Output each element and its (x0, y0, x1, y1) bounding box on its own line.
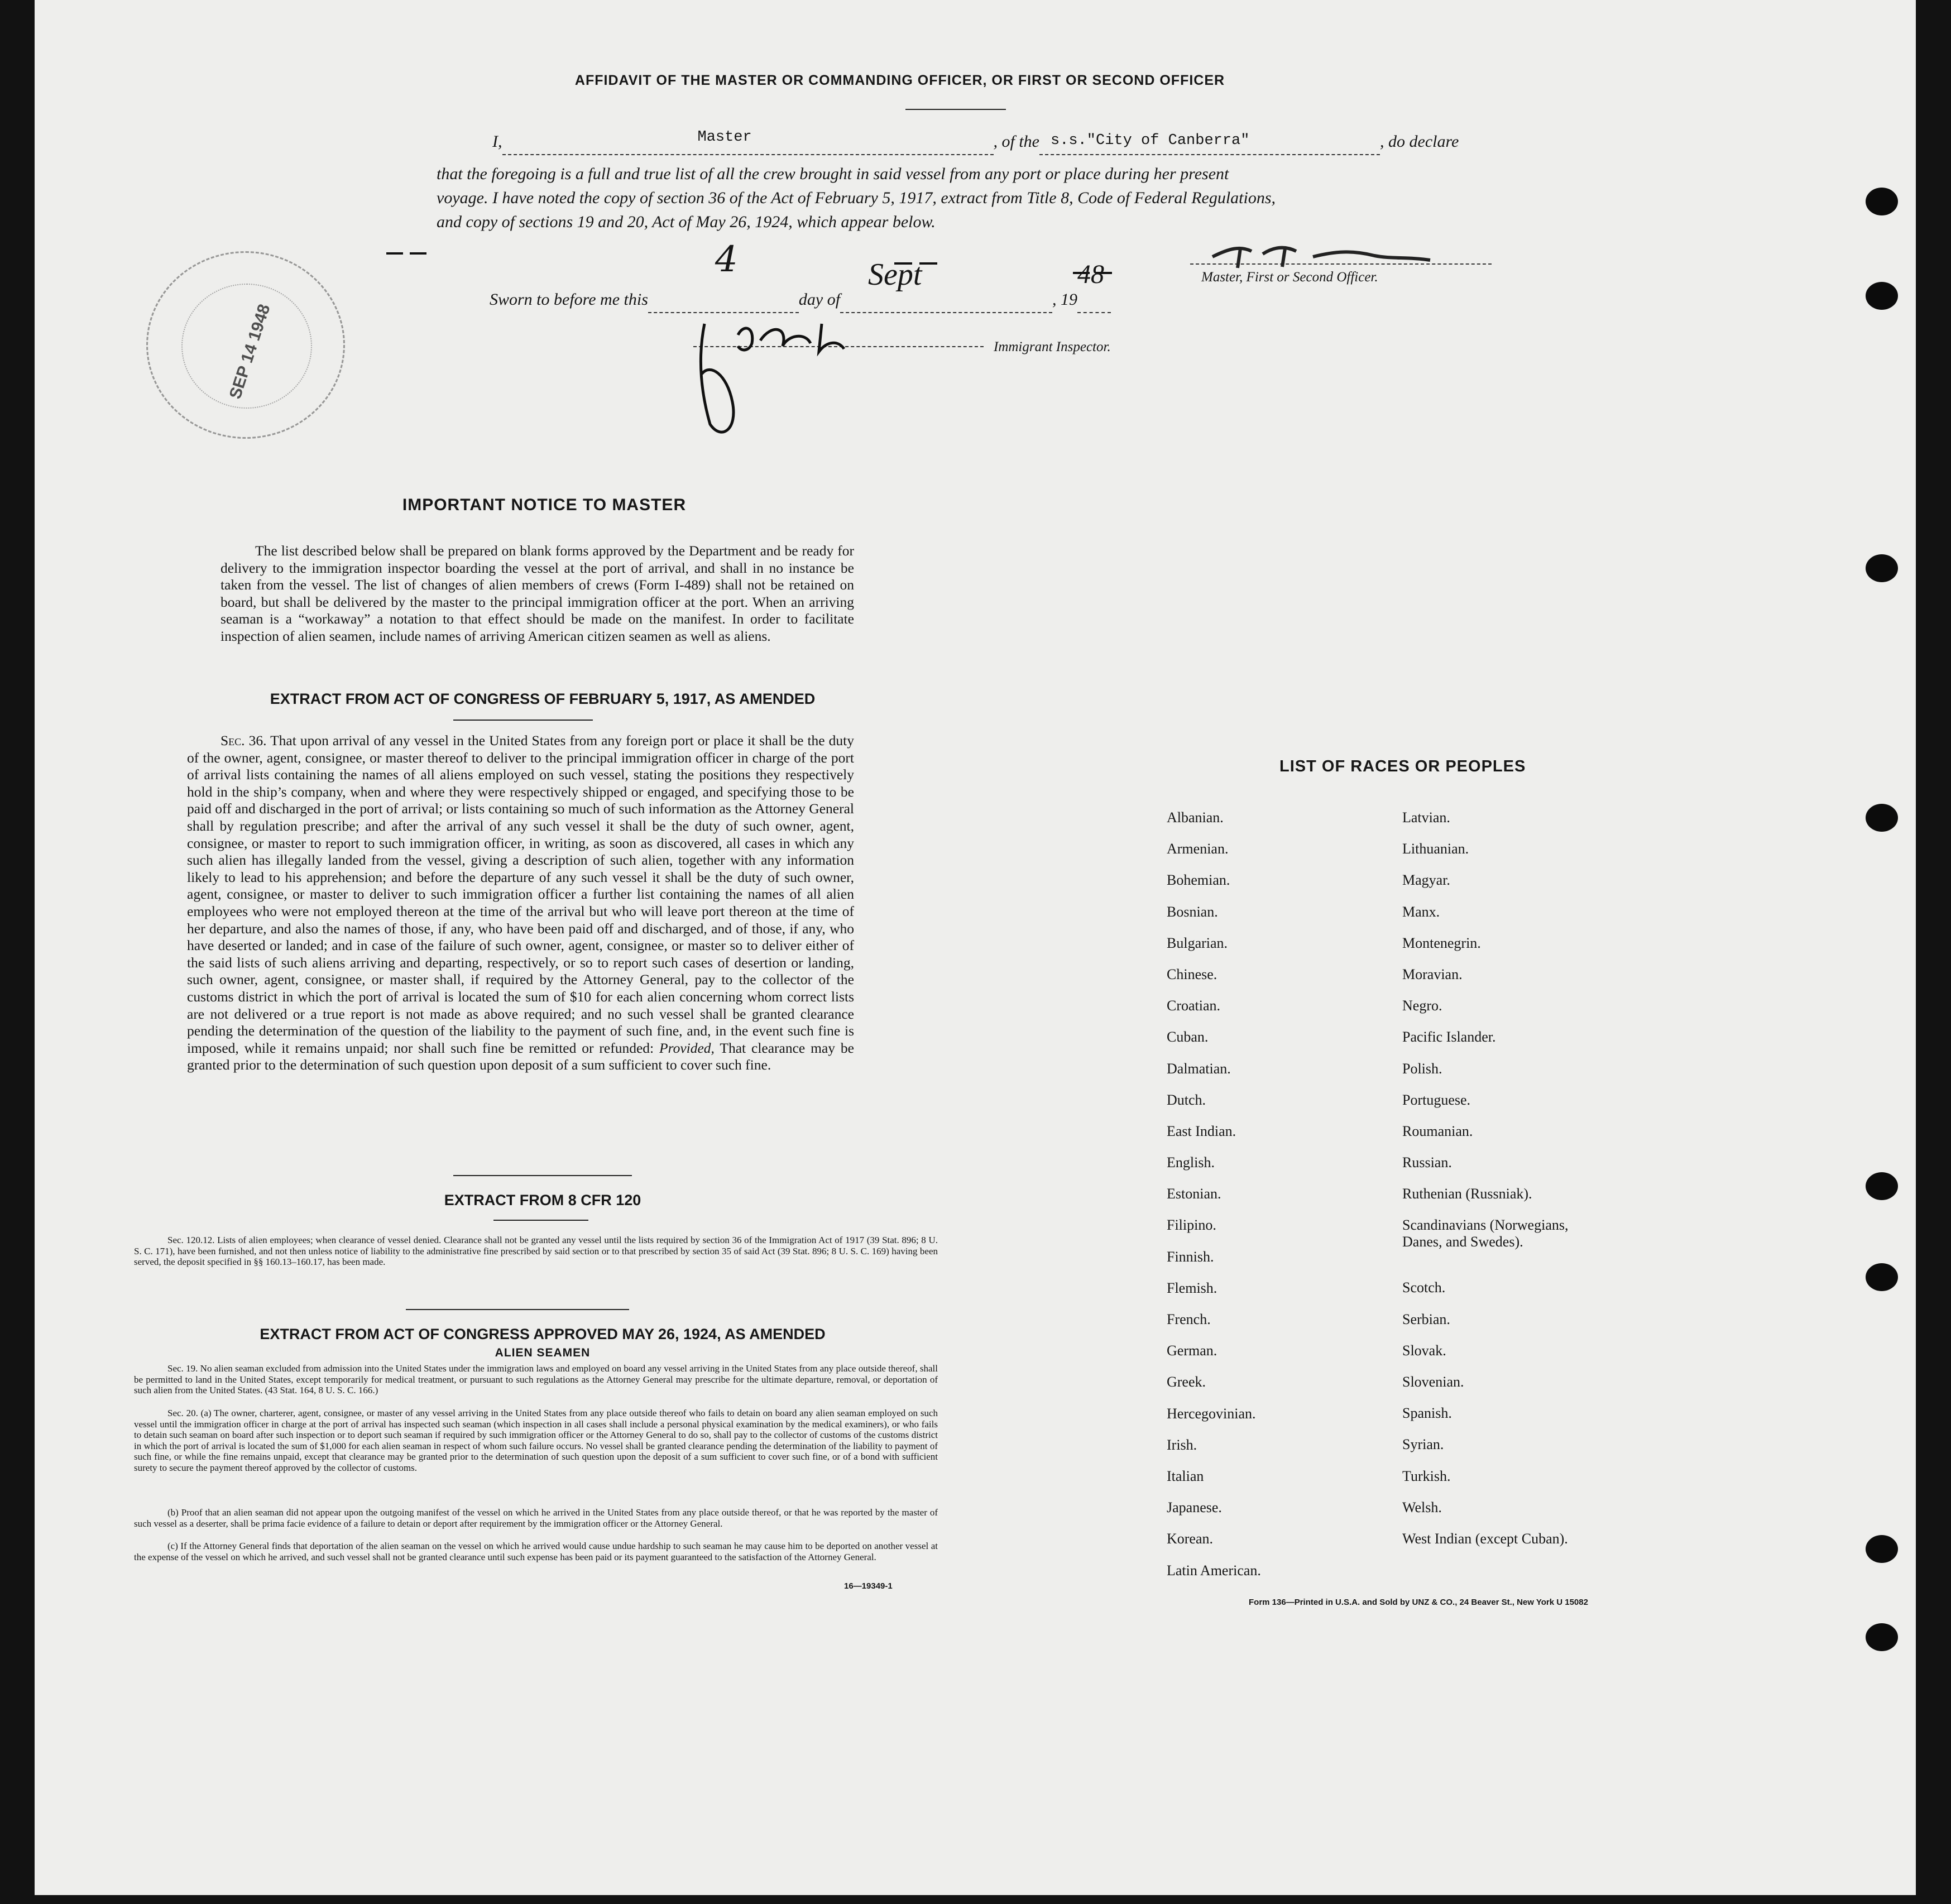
race-item: Bohemian. (1167, 872, 1230, 889)
race-item: Pacific Islander. (1402, 1029, 1496, 1045)
stamp-date-text: SEP 14 1948 (226, 301, 274, 401)
race-item: Latvian. (1402, 809, 1450, 826)
punch-hole (1866, 804, 1898, 832)
title-divider (905, 109, 1006, 110)
master-fill: Master (697, 129, 752, 146)
sec-36-text-b: That clearance may be granted prior to the determination of such question upon deposit of a sum sufficient to cover such fine. (187, 1039, 855, 1073)
race-item: Dalmatian. (1167, 1060, 1231, 1077)
day-of-label: day of (798, 290, 841, 309)
affidavit-line-2: that the foregoing is a full and true list of all the crew brought in said vessel from any port or place during her present (437, 165, 1229, 183)
race-item: Japanese. (1167, 1499, 1222, 1516)
races-right-column (1402, 809, 1681, 1562)
notice-text: The list described below shall be prepared on blank forms approved by the Department and be ready for delivery to the immigration inspector boarding the vessel at the port of arrival, and shall in no instance be taken from the vessel. The list of changes of alien members of crews (Form I-489) shall not be retained on board, but shall be delivered by the master to the principal immigration officer at the port. When an arriving seaman is a “workaway” a notation to that effect should be made on the manifest. In order to facilitate inspection of alien seamen, include names of arriving American citizen seamen as well as aliens. (220, 543, 854, 644)
provided-label: Provided, (659, 1039, 715, 1056)
extract-1924-title: EXTRACT FROM ACT OF CONGRESS APPROVED MAY 26, 1924, AS AMENDED (260, 1326, 826, 1342)
race-item: Finnish. (1167, 1248, 1214, 1265)
extract-1917-divider (453, 720, 593, 721)
document-page (35, 0, 1916, 1895)
race-item: Bosnian. (1167, 903, 1218, 920)
race-item: Armenian. (1167, 841, 1229, 857)
race-item: Italian (1167, 1467, 1204, 1484)
extract-1917-title: EXTRACT FROM ACT OF CONGRESS OF FEBRUARY 5, 1917, AS AMENDED (270, 690, 816, 707)
affidavit-line-4: and copy of sections 19 and 20, Act of May 26, 1924, which appear below. (437, 213, 936, 231)
race-item: Slovenian. (1402, 1374, 1464, 1390)
affidavit-title: AFFIDAVIT OF THE MASTER OR COMMANDING OFFICER, OR FIRST OR SECOND OFFICER (574, 73, 1225, 88)
race-item: Turkish. (1402, 1467, 1451, 1484)
race-item: Latin American. (1167, 1562, 1261, 1579)
year-prefix: , 19 (1052, 290, 1078, 309)
notice-title: IMPORTANT NOTICE TO MASTER (402, 496, 687, 514)
race-item: English. (1167, 1154, 1215, 1171)
race-item: Cuban. (1167, 1029, 1209, 1045)
race-item: Estonian. (1167, 1186, 1221, 1202)
month-handwritten: Sept (868, 257, 922, 292)
cfr-title: EXTRACT FROM 8 CFR 120 (444, 1192, 641, 1208)
year-handwritten: 48 (1077, 260, 1105, 289)
of-the-label: , of the (993, 132, 1039, 151)
punch-hole (1866, 554, 1898, 582)
inspector-label: Immigrant Inspector. (994, 339, 1111, 354)
date-stamp (146, 251, 345, 439)
race-item: Negro. (1402, 997, 1442, 1014)
cfr-text: Sec. 120.12. Lists of alien employees; when clearance of vessel denied. Clearance shall not be granted any vessel until the lists required by section 36 of the Immigration Act of 1917 (39 Stat. 896; 8 U. S. C. 171), have been furnished, and not then unless notice of liability to the administrative fine prescribed by said section or to that prescribed by section 35 of said Act (39 Stat. 896; 8 U. S. C. 169) having been served, the deposit specified in §§ 160.13–160.17, has been made. (134, 1235, 938, 1267)
race-item: Moravian. (1402, 966, 1463, 982)
race-item: Albanian. (1167, 809, 1224, 826)
race-item: Serbian. (1402, 1311, 1450, 1327)
race-item: East Indian. (1167, 1123, 1236, 1139)
day-handwritten: 4 (715, 239, 738, 280)
punch-hole (1866, 1263, 1898, 1291)
sworn-label: Sworn to before me this (490, 290, 648, 309)
mark-dash (410, 252, 426, 255)
race-item: Hercegovinian. (1167, 1405, 1256, 1422)
race-item: Filipino. (1167, 1217, 1216, 1234)
race-item: Slovak. (1402, 1342, 1446, 1359)
race-item: Flemish. (1167, 1279, 1217, 1296)
race-item: Syrian. (1402, 1436, 1444, 1453)
sec-20b-text: (b) Proof that an alien seaman did not appear upon the outgoing manifest of the vessel on which he arrived in the United States from any place outside thereof, or that he was reported by the master of such vessel as a deserter, shall be prima facie evidence of a failure to detain or deport after requirement by the immigration officer or the Attorney General. (134, 1507, 938, 1529)
races-left-column (1167, 809, 1368, 1594)
cfr-divider-top (453, 1175, 632, 1176)
punch-hole (1866, 282, 1898, 310)
printer-footer: Form 136—Printed in U.S.A. and Sold by UNZ & CO., 24 Beaver St., New York U 15082 (1249, 1598, 1588, 1607)
race-item: Lithuanian. (1402, 841, 1469, 857)
race-item: Scotch. (1402, 1279, 1446, 1296)
master-blank (502, 130, 994, 155)
race-item: Croatian. (1167, 997, 1221, 1014)
race-item: West Indian (except Cuban). (1402, 1530, 1568, 1547)
mark-dash (386, 252, 403, 255)
vessel-fill: s.s."City of Canberra" (1051, 132, 1250, 149)
do-declare-label: , do declare (1380, 132, 1459, 151)
mark-dash (919, 262, 937, 265)
inspector-signature (677, 301, 900, 447)
i-label: I, (492, 132, 502, 151)
race-item: Dutch. (1167, 1091, 1206, 1108)
sec-36-text-a: That upon arrival of any vessel in the United States from any foreign port or place it shall be the duty of the owner, agent, consignee, or master thereof to deliver to the principal immigration officer in charge of the port of arrival lists containing the names of all aliens employed on such vessel, stating the positions they respectively hold in the ship’s company, when and where they were respectively shipped or engaged, and specifying those to be paid off and discharged in the port of arrival; or lists containing so much of such information as the Attorney General shall by regulation prescribe; and after the arrival of any such vessel it shall be the duty of such owner, agent, consignee, or master to report to such immigration officer, in writing, as soon as discovered, all cases in which any such alien has illegally landed from the vessel, giving a description of such alien, together with any information likely to lead to his apprehension; and before the departure of any such vessel it shall be the duty of such owner, agent, consignee, or master to deliver to such immigration officer a further list containing the names of all alien employees who were not employed thereon at the time of the arrival but who will leave port thereon at the time of her departure, and also the names of those, if any, who have been paid off and discharged, and of those, if any, who have deserted or landed; and in case of the failure of such owner, agent, consignee, or master so to deliver either of the said lists of such aliens arriving and departing, respectively, or so to report such cases of desertion or landing, such owner, agent, consignee, or master shall, if required by the Attorney General, pay to the collector of the customs district in which the port of arrival is located the sum of $10 for each alien concerning whom correct lists are not delivered or a true report is not made as above required; and no such vessel shall be granted clearance pending the determination of the question of the liability to the payment of such fine, and, in the event such fine is imposed, while it remains unpaid; nor shall such fine be remitted or refunded: (187, 732, 854, 1056)
race-item: German. (1167, 1342, 1217, 1359)
race-item: Scandinavians (Norwegians, Danes, and Swedes). (1402, 1217, 1569, 1250)
extract-1917-text (187, 732, 854, 1074)
affidavit-declaration-line (492, 130, 1553, 155)
race-item: Welsh. (1402, 1499, 1442, 1515)
race-item: French. (1167, 1311, 1211, 1327)
extract-1924-divider-top (406, 1309, 629, 1310)
race-item: Polish. (1402, 1060, 1442, 1077)
master-signature-label: Master, First or Second Officer. (1201, 270, 1378, 285)
vessel-blank (1039, 130, 1380, 155)
races-title: LIST OF RACES OR PEOPLES (1279, 757, 1526, 775)
race-item: Bulgarian. (1167, 934, 1228, 951)
sec-19-text: Sec. 19. No alien seaman excluded from admission into the United States under the immigration laws and employed on board any vessel arriving in the United States from any place outside thereof, shall be permitted to land in the United States, except temporarily for medical treatment, or pursuant to such regulations as the Attorney General may prescribe for the ultimate departure, removal, or deportation of such alien from the United States. (43 Stat. 164, 8 U. S. C. 166.) (134, 1363, 938, 1395)
form-number: 16—19349-1 (844, 1581, 893, 1591)
race-item: Ruthenian (Russniak). (1402, 1186, 1532, 1202)
race-item: Roumanian. (1402, 1123, 1473, 1139)
race-item: Chinese. (1167, 966, 1217, 982)
sec-20c-text: (c) If the Attorney General finds that deportation of the alien seaman on the vessel on which he arrived would cause undue hardship to such seaman he may cause him to be deported on another vessel at the expense of the vessel on which he arrived, and such vessel shall not be granted clearance until such expense has been paid or its payment guaranteed to the satisfaction of the Attorney General. (134, 1541, 938, 1562)
year-blank (1077, 260, 1111, 313)
punch-hole (1866, 1535, 1898, 1563)
alien-seamen-subtitle: ALIEN SEAMEN (495, 1346, 591, 1359)
race-item: Greek. (1167, 1374, 1206, 1390)
race-item: Manx. (1402, 903, 1440, 920)
race-item: Korean. (1167, 1531, 1214, 1547)
cfr-divider (493, 1220, 588, 1221)
race-item: Russian. (1402, 1154, 1452, 1171)
race-item: Spanish. (1402, 1405, 1452, 1422)
punch-hole (1866, 1623, 1898, 1651)
sec-36-label: Sec. 36. (220, 732, 267, 749)
race-item: Montenegrin. (1402, 934, 1481, 951)
race-item: Magyar. (1402, 872, 1450, 889)
race-item: Irish. (1167, 1436, 1197, 1453)
race-item: Portuguese. (1402, 1091, 1471, 1108)
sec-20a-text: Sec. 20. (a) The owner, charterer, agent, consignee, or master of any vessel arriving in the United States from any place outside thereof who fails to detain on board any alien seaman employed on such vessel until the immigration officer in charge at the port of arrival has inspected such seaman (which inspection in all cases shall include a personal physical examination by the medical examiners), or who fails to detain such seaman on board after such inspection or to deport such seaman if required by such immigration officer or the Attorney General to do so, shall pay to the collector of customs of the customs district in which the port of arrival is located the sum of $1,000 for each alien seaman in respect of whom such failure occurs. No vessel shall be granted clearance pending the determination of the liability to payment of such fine, or while the fine remains unpaid, except that clearance may be granted prior to the determination of such question upon the deposit of a sum sufficient to cover such fine, or of a bond with sufficient surety to secure the payment thereof approved by the collector of customs. (134, 1408, 938, 1473)
affidavit-line-3: voyage. I have noted the copy of section 36 of the Act of February 5, 1917, extract from Title 8, Code of Federal Regulations, (437, 189, 1276, 207)
punch-hole (1866, 1172, 1898, 1200)
punch-hole (1866, 188, 1898, 215)
